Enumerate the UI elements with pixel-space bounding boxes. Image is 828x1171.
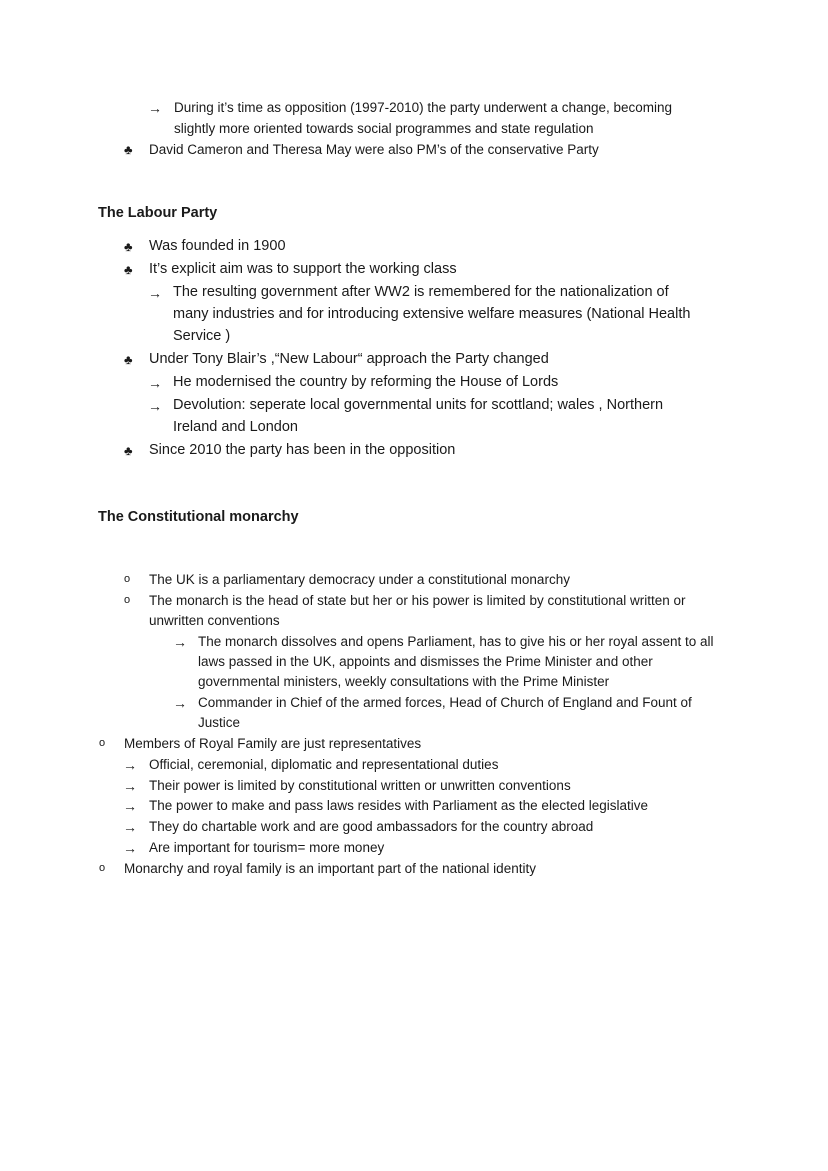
club-bullet-icon: ♣ bbox=[124, 142, 133, 157]
text-line: The monarch is the head of state but her or his power is limited by constitutional written or bbox=[149, 593, 686, 608]
text-line: The resulting government after WW2 is remembered for the nationalization of bbox=[173, 284, 669, 300]
club-bullet-icon: ♣ bbox=[124, 352, 133, 367]
arrow-icon: → bbox=[148, 100, 162, 116]
circle-bullet-icon: o bbox=[99, 737, 106, 749]
text-line: governmental ministers, weekly consultations with the Prime Minister bbox=[198, 674, 610, 689]
text-line: The monarch dissolves and opens Parliament, has to give his or her royal assent to all bbox=[198, 634, 714, 649]
text-line: The UK is a parliamentary democracy under a constitutional monarchy bbox=[149, 572, 570, 587]
club-bullet-icon: ♣ bbox=[124, 262, 133, 277]
arrow-icon: → bbox=[123, 840, 137, 856]
list-item: Official, ceremonial, diplomatic and representational duties bbox=[149, 757, 499, 772]
circle-bullet-icon: o bbox=[99, 862, 106, 874]
text-line: David Cameron and Theresa May were also PM’s of the conservative Party bbox=[149, 142, 599, 157]
club-bullet-icon: ♣ bbox=[124, 239, 133, 254]
arrow-icon: → bbox=[123, 819, 137, 835]
section-heading-labour: The Labour Party bbox=[98, 205, 218, 221]
text-line: many industries and for introducing extensive welfare measures (National Health bbox=[173, 306, 691, 322]
arrow-icon: → bbox=[148, 375, 162, 391]
text-line: He modernised the country by reforming the House of Lords bbox=[173, 374, 559, 390]
text-line: Ireland and London bbox=[173, 419, 298, 435]
arrow-icon: → bbox=[123, 757, 137, 773]
arrow-icon: → bbox=[148, 285, 162, 301]
list-item: The power to make and pass laws resides with Parliament as the elected legislative bbox=[149, 798, 648, 813]
text-line: Devolution: seperate local governmental units for scottland; wales , Northern bbox=[173, 397, 664, 413]
text-line: Justice bbox=[198, 715, 241, 730]
text-line: Commander in Chief of the armed forces, Head of Church of England and Fount of bbox=[198, 695, 692, 710]
list-item: Are important for tourism= more money bbox=[149, 840, 385, 855]
list-item: Their power is limited by constitutional written or unwritten conventions bbox=[149, 778, 571, 793]
text-line: Service ) bbox=[173, 328, 231, 344]
circle-bullet-icon: o bbox=[124, 594, 131, 606]
text-line: Under Tony Blair’s ,“New Labour“ approach the Party changed bbox=[149, 351, 549, 367]
list-item: They do chartable work and are good ambassadors for the country abroad bbox=[149, 819, 594, 834]
text-line: It’s explicit aim was to support the working class bbox=[149, 261, 457, 277]
arrow-icon: → bbox=[173, 634, 187, 650]
text-line: Since 2010 the party has been in the opposition bbox=[149, 442, 456, 458]
text-line: During it’s time as opposition (1997-2010) the party underwent a change, becoming bbox=[174, 100, 673, 115]
text-line: slightly more oriented towards social programmes and state regulation bbox=[174, 121, 594, 136]
section-heading-monarchy: The Constitutional monarchy bbox=[98, 509, 299, 525]
arrow-icon: → bbox=[173, 695, 187, 711]
arrow-icon: → bbox=[123, 798, 137, 814]
club-bullet-icon: ♣ bbox=[124, 443, 133, 458]
arrow-icon: → bbox=[123, 778, 137, 794]
text-line: unwritten conventions bbox=[149, 613, 280, 628]
text-line: Members of Royal Family are just representatives bbox=[124, 736, 422, 751]
arrow-icon: → bbox=[148, 398, 162, 414]
text-line: laws passed in the UK, appoints and dismisses the Prime Minister and other bbox=[198, 654, 653, 669]
text-line: Monarchy and royal family is an important part of the national identity bbox=[124, 861, 536, 876]
text-line: Was founded in 1900 bbox=[149, 238, 286, 254]
circle-bullet-icon: o bbox=[124, 573, 131, 585]
